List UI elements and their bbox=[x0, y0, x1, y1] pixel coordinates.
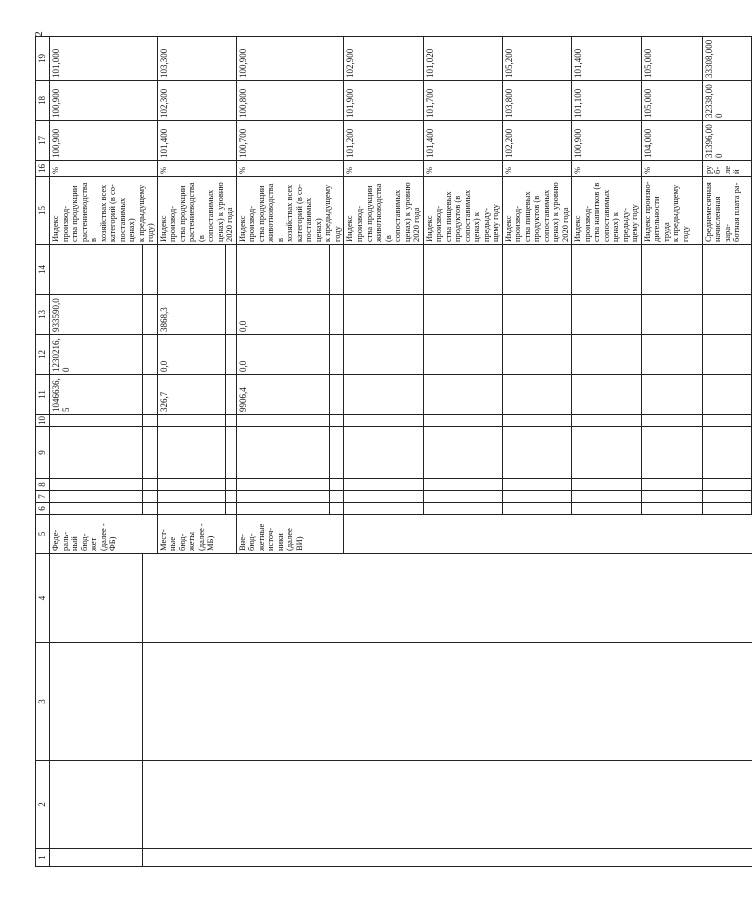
indicator-unit: % bbox=[502, 161, 572, 177]
col10-cell bbox=[157, 415, 226, 427]
col6-cell bbox=[702, 503, 751, 515]
col8-cell bbox=[423, 479, 502, 491]
column-number-15: 15 bbox=[36, 177, 50, 245]
col2-cell bbox=[50, 761, 143, 849]
col3-sub bbox=[143, 643, 157, 761]
indicator-value-col17: 100,900 bbox=[50, 121, 158, 161]
col1-sub bbox=[330, 849, 344, 867]
col11-sub bbox=[226, 375, 237, 415]
indicator-value-col19: 105,000 bbox=[641, 37, 702, 81]
column-number-13: 13 bbox=[36, 295, 50, 335]
budget-value-col13: 0,0 bbox=[236, 295, 329, 335]
col1-cell bbox=[236, 849, 329, 867]
col12-cell bbox=[572, 335, 642, 375]
indicator-value-col17: 100,700 bbox=[236, 121, 344, 161]
col8-cell bbox=[572, 479, 642, 491]
column-number-17: 17 bbox=[36, 121, 50, 161]
column-number-14: 14 bbox=[36, 245, 50, 295]
indicator-value-col18: 101,900 bbox=[344, 81, 423, 121]
col7-cell bbox=[344, 491, 423, 503]
col3-cell bbox=[572, 643, 642, 761]
col3-cell bbox=[641, 643, 702, 761]
indicator-value-col19: 100,900 bbox=[236, 37, 344, 81]
indicator-value-col19: 105,200 bbox=[502, 37, 572, 81]
col7-cell bbox=[423, 491, 502, 503]
indicator-value-col18: 103,800 bbox=[502, 81, 572, 121]
col7-cell bbox=[157, 491, 226, 503]
col4-cell bbox=[572, 554, 642, 643]
col8-cell bbox=[157, 479, 226, 491]
indicator-value-col19: 102,900 bbox=[344, 37, 423, 81]
col12-cell bbox=[344, 335, 423, 375]
indicator-row bbox=[702, 37, 751, 867]
col12-cell bbox=[423, 335, 502, 375]
col14-cell bbox=[344, 245, 423, 295]
col13-cell bbox=[344, 295, 423, 335]
column-number-12: 12 bbox=[36, 335, 50, 375]
col4-cell bbox=[702, 554, 751, 643]
budget-source-label: Феде- раль- ный бюд- жет (далее - ФБ) bbox=[50, 515, 158, 554]
col6-sub bbox=[143, 503, 157, 515]
col10-cell bbox=[236, 415, 329, 427]
col9-cell bbox=[641, 427, 702, 479]
col11-cell bbox=[502, 375, 572, 415]
column-number-row bbox=[36, 37, 50, 867]
col3-cell bbox=[423, 643, 502, 761]
column-number-9: 9 bbox=[36, 427, 50, 479]
indicator-value-col17: 31396,000 bbox=[702, 121, 751, 161]
column-number-5: 5 bbox=[36, 515, 50, 554]
column-number-3: 3 bbox=[36, 643, 50, 761]
page-number: 2 bbox=[32, 31, 45, 37]
col14-cell bbox=[502, 245, 572, 295]
col1-cell bbox=[572, 849, 642, 867]
col4-cell bbox=[157, 554, 226, 643]
col13-sub bbox=[143, 295, 157, 335]
indicator-row bbox=[423, 37, 502, 867]
col9-cell bbox=[157, 427, 226, 479]
col9-sub bbox=[226, 427, 237, 479]
col13-cell bbox=[572, 295, 642, 335]
col5-cell bbox=[572, 515, 642, 554]
col2-sub bbox=[143, 761, 157, 849]
col6-sub bbox=[226, 503, 237, 515]
indicator-row bbox=[344, 37, 423, 867]
indicator-row bbox=[572, 37, 642, 867]
col4-cell bbox=[50, 554, 143, 643]
col5-cell bbox=[641, 515, 702, 554]
col4-sub bbox=[143, 554, 157, 643]
col2-cell bbox=[423, 761, 502, 849]
col10-cell bbox=[502, 415, 572, 427]
indicator-value-col18: 32338,000 bbox=[702, 81, 751, 121]
col3-sub bbox=[330, 643, 344, 761]
col7-sub bbox=[226, 491, 237, 503]
col1-cell bbox=[502, 849, 572, 867]
col10-cell bbox=[423, 415, 502, 427]
budget-value-col12: 0,0 bbox=[157, 335, 226, 375]
col7-cell bbox=[50, 491, 143, 503]
col7-cell bbox=[572, 491, 642, 503]
col6-cell bbox=[236, 503, 329, 515]
col13-sub bbox=[226, 295, 237, 335]
col8-cell bbox=[50, 479, 143, 491]
col14-cell bbox=[50, 245, 143, 295]
indicator-name: Индекс производ- ства пищевых продуктов (в сопоставимых ценах) к уровню 2020 года bbox=[502, 177, 572, 245]
col2-cell bbox=[502, 761, 572, 849]
col14-cell bbox=[641, 245, 702, 295]
indicator-value-col18: 101,100 bbox=[572, 81, 642, 121]
col8-sub bbox=[330, 479, 344, 491]
col3-cell bbox=[236, 643, 329, 761]
col1-cell bbox=[423, 849, 502, 867]
col11-sub bbox=[143, 375, 157, 415]
col11-cell bbox=[702, 375, 751, 415]
col12-sub bbox=[226, 335, 237, 375]
col2-sub bbox=[330, 761, 344, 849]
indicator-value-col17: 101,400 bbox=[423, 121, 502, 161]
indicator-row bbox=[502, 37, 572, 867]
col7-cell bbox=[236, 491, 329, 503]
col12-sub bbox=[330, 335, 344, 375]
indicator-name: Индекс производ- ства напитков (в сопоставимых ценах) к предыду- щему году bbox=[572, 177, 642, 245]
col5-cell bbox=[344, 515, 423, 554]
indicator-value-col18: 100,900 bbox=[50, 81, 158, 121]
indicator-name: Индекс производ- ства продукции растениеводства в хозяйствах всех категорий (в со- поставимых ценах) к предыдущему году) bbox=[50, 177, 158, 245]
indicator-unit: % bbox=[572, 161, 642, 177]
column-number-8: 8 bbox=[36, 479, 50, 491]
indicator-row bbox=[641, 37, 702, 867]
indicator-value-col17: 101,200 bbox=[344, 121, 423, 161]
column-number-11: 11 bbox=[36, 375, 50, 415]
indicator-value-col19: 101,400 bbox=[572, 37, 642, 81]
budget-value-col13: 933590,0 bbox=[50, 295, 143, 335]
col12-cell bbox=[502, 335, 572, 375]
col13-cell bbox=[502, 295, 572, 335]
indicator-unit: руб- лей bbox=[702, 161, 751, 177]
budget-value-col11: 326,7 bbox=[157, 375, 226, 415]
indicator-value-col17: 100,900 bbox=[572, 121, 642, 161]
indicator-value-col18: 105,000 bbox=[641, 81, 702, 121]
budget-value-col11: 1046636,5 bbox=[50, 375, 143, 415]
budget-value-col11: 9906,4 bbox=[236, 375, 329, 415]
col14-cell bbox=[423, 245, 502, 295]
col14-sub bbox=[226, 245, 237, 295]
col5-cell bbox=[502, 515, 572, 554]
col10-cell bbox=[702, 415, 751, 427]
col11-cell bbox=[572, 375, 642, 415]
rotated-table-container bbox=[35, 37, 742, 867]
indicator-value-col17: 101,400 bbox=[157, 121, 236, 161]
indicator-name: Среднемесячная начисленная зара- ботная плата ра- bbox=[702, 177, 751, 245]
col13-cell bbox=[641, 295, 702, 335]
column-number-10: 10 bbox=[36, 415, 50, 427]
budget-value-col13: 3868,3 bbox=[157, 295, 226, 335]
table-wrapper bbox=[35, 37, 742, 867]
indicator-value-col18: 100,800 bbox=[236, 81, 344, 121]
col7-sub bbox=[330, 491, 344, 503]
col6-sub bbox=[330, 503, 344, 515]
col2-cell bbox=[572, 761, 642, 849]
col5-cell bbox=[702, 515, 751, 554]
budget-value-col12: 0,0 bbox=[236, 335, 329, 375]
col4-sub bbox=[330, 554, 344, 643]
col9-cell bbox=[344, 427, 423, 479]
col9-cell bbox=[502, 427, 572, 479]
col2-cell bbox=[344, 761, 423, 849]
budget-row bbox=[236, 37, 329, 867]
col8-cell bbox=[502, 479, 572, 491]
col1-sub bbox=[226, 849, 237, 867]
col4-cell bbox=[344, 554, 423, 643]
col2-cell bbox=[641, 761, 702, 849]
col12-sub bbox=[143, 335, 157, 375]
indicator-name: Индекс производ- ства продукции животноводства (в сопоставимых ценах) к уровню 2020 года bbox=[344, 177, 423, 245]
col7-cell bbox=[502, 491, 572, 503]
col6-cell bbox=[572, 503, 642, 515]
col2-cell bbox=[157, 761, 226, 849]
indicator-value-col19: 101,000 bbox=[50, 37, 158, 81]
col4-cell bbox=[236, 554, 329, 643]
col4-cell bbox=[502, 554, 572, 643]
col13-sub bbox=[330, 295, 344, 335]
indicator-unit: % bbox=[236, 161, 344, 177]
col14-cell bbox=[572, 245, 642, 295]
col6-cell bbox=[502, 503, 572, 515]
indicator-value-col19: 101,020 bbox=[423, 37, 502, 81]
col14-cell bbox=[157, 245, 226, 295]
col6-cell bbox=[157, 503, 226, 515]
col10-cell bbox=[572, 415, 642, 427]
col14-sub bbox=[330, 245, 344, 295]
col8-sub bbox=[226, 479, 237, 491]
indicator-value-col18: 102,300 bbox=[157, 81, 236, 121]
col4-cell bbox=[423, 554, 502, 643]
column-number-19: 19 bbox=[36, 37, 50, 81]
col1-sub bbox=[143, 849, 157, 867]
col7-cell bbox=[641, 491, 702, 503]
program-indicators-table bbox=[35, 36, 752, 867]
indicator-unit: % bbox=[344, 161, 423, 177]
indicator-name: Индекс произво- дительности труда к предыдущему году bbox=[641, 177, 702, 245]
col3-cell bbox=[50, 643, 143, 761]
col2-cell bbox=[702, 761, 751, 849]
col9-cell bbox=[572, 427, 642, 479]
col10-sub bbox=[330, 415, 344, 427]
column-number-2: 2 bbox=[36, 761, 50, 849]
budget-value-col12: 1230216,0 bbox=[50, 335, 143, 375]
budget-source-label: Мест- ные бюд- жеты (далее - МБ) bbox=[157, 515, 236, 554]
col9-sub bbox=[330, 427, 344, 479]
indicator-unit: % bbox=[50, 161, 158, 177]
col7-cell bbox=[702, 491, 751, 503]
budget-row bbox=[50, 37, 143, 867]
indicator-unit: % bbox=[157, 161, 236, 177]
col9-cell bbox=[236, 427, 329, 479]
col8-cell bbox=[344, 479, 423, 491]
indicator-unit: % bbox=[423, 161, 502, 177]
column-number-1: 1 bbox=[36, 849, 50, 867]
col11-cell bbox=[641, 375, 702, 415]
col8-cell bbox=[702, 479, 751, 491]
indicator-unit: % bbox=[641, 161, 702, 177]
column-number-16: 16 bbox=[36, 161, 50, 177]
indicator-name: Индекс производ- ства продукции растениеводства (в сопоставимых ценах) к уровню 2020 года bbox=[157, 177, 236, 245]
col4-sub bbox=[226, 554, 237, 643]
indicator-value-col19: 103,300 bbox=[157, 37, 236, 81]
col3-cell bbox=[344, 643, 423, 761]
col9-cell bbox=[702, 427, 751, 479]
budget-source-label: Вне- бюд- жетные источ- ники (далее ВИ) bbox=[236, 515, 344, 554]
col3-cell bbox=[157, 643, 226, 761]
col6-cell bbox=[50, 503, 143, 515]
col6-cell bbox=[423, 503, 502, 515]
col7-sub bbox=[143, 491, 157, 503]
col10-sub bbox=[226, 415, 237, 427]
column-number-4: 4 bbox=[36, 554, 50, 643]
col1-cell bbox=[344, 849, 423, 867]
budget-row bbox=[157, 37, 226, 867]
col11-cell bbox=[344, 375, 423, 415]
col12-cell bbox=[641, 335, 702, 375]
col1-cell bbox=[641, 849, 702, 867]
indicator-name: Индекс производ- ства продукции животноводства в хозяйствах всех категорий (в со- поставимых ценах) к предыдущему году bbox=[236, 177, 344, 245]
col2-cell bbox=[236, 761, 329, 849]
col14-cell bbox=[236, 245, 329, 295]
col4-cell bbox=[641, 554, 702, 643]
col10-cell bbox=[344, 415, 423, 427]
col1-cell bbox=[50, 849, 143, 867]
col14-sub bbox=[143, 245, 157, 295]
col3-cell bbox=[502, 643, 572, 761]
col2-sub bbox=[226, 761, 237, 849]
col9-sub bbox=[143, 427, 157, 479]
column-number-6: 6 bbox=[36, 503, 50, 515]
col10-sub bbox=[143, 415, 157, 427]
col8-sub bbox=[143, 479, 157, 491]
col1-cell bbox=[702, 849, 751, 867]
col14-cell bbox=[702, 245, 751, 295]
col8-cell bbox=[641, 479, 702, 491]
column-number-18: 18 bbox=[36, 81, 50, 121]
indicator-value-col17: 104,000 bbox=[641, 121, 702, 161]
indicator-name: Индекс производ- ства пищевых продуктов (в сопоставимых ценах) к предыду- щему году bbox=[423, 177, 502, 245]
indicator-value-col19: 33308,000 bbox=[702, 37, 751, 81]
col3-sub bbox=[226, 643, 237, 761]
col6-cell bbox=[641, 503, 702, 515]
col10-cell bbox=[50, 415, 143, 427]
col11-cell bbox=[423, 375, 502, 415]
col6-cell bbox=[344, 503, 423, 515]
indicator-value-col18: 101,700 bbox=[423, 81, 502, 121]
col10-cell bbox=[641, 415, 702, 427]
col13-cell bbox=[702, 295, 751, 335]
col3-cell bbox=[702, 643, 751, 761]
col12-cell bbox=[702, 335, 751, 375]
col13-cell bbox=[423, 295, 502, 335]
col9-cell bbox=[423, 427, 502, 479]
col5-cell bbox=[423, 515, 502, 554]
col1-cell bbox=[157, 849, 226, 867]
col9-cell bbox=[50, 427, 143, 479]
col11-sub bbox=[330, 375, 344, 415]
column-number-7: 7 bbox=[36, 491, 50, 503]
col8-cell bbox=[236, 479, 329, 491]
indicator-value-col17: 102,200 bbox=[502, 121, 572, 161]
